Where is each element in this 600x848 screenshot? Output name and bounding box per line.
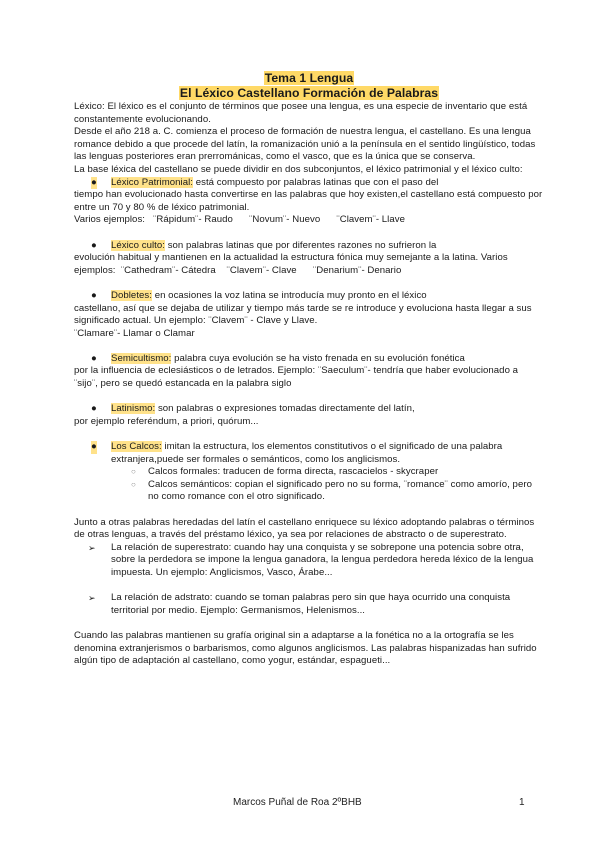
spacer [74,504,544,517]
intro-paragraph-2: Desde el año 218 a. C. comienza el proceso de formación de nuestra lengua, el castellano. Es una lengua romance debido a que procede del latín, la romanización unió a la península en el sentido lingüístico, todas las lenguas posteriores eran prerrománicas, como el vasco, que es la única que se conserva. [74,126,536,163]
bullet-label: Léxico Patrimonial: [111,176,194,188]
sub-item-calcos-formales [74,466,544,479]
intro-paragraph-3: La base léxica del castellano se puede dividir en dos subconjuntos, el léxico patrimonial y el léxico culto: [74,163,523,175]
circle-bullet-icon: ○ [131,467,136,477]
sub-item-text: Calcos formales: traducen de forma directa, rascacielos - skycraper [148,466,439,478]
bullet-continuation: por la influencia de eclesiásticos o de letrados. Ejemplo: ¨Saeculum¨- tendría que haber evolucionado a ¨sijo¨, pero se quedó estancada en la palabra siglo [74,365,519,390]
spacer [74,391,544,404]
bullet-icon: ● [91,176,97,188]
bullet-text: en ocasiones la voz latina se introducía muy pronto en el léxico [151,289,427,301]
bullet-label: Léxico culto: [111,239,165,251]
bullet-continuation: evolución habitual y mantienen en la actualidad la estructura fónica muy semejante a la latina. Varios ejemplos: ¨Cathedram¨- Cátedra ¨Clavem¨- Clave ¨Denarium¨- Denario [74,252,511,276]
arrow-item-text: La relación de superestrato: cuando hay una conquista y se sobrepone una potencia sobre otra, sobre la perdedora se impone la lengua ganadora, la lengua perdedora hereda léxico de la lengua impuesta. Un ejemplo: Anglicismos, Vasco, Árabe... [111,541,534,578]
bullet-icon: ● [91,403,97,415]
bullet-label: Latinismo: [111,403,156,415]
prestamo-paragraph: Junto a otras palabras heredadas del latín el castellano enriquece su léxico adoptando palabras o términos de otras lenguas, a través del préstamo léxico, ya sea por relaciones de abstracto o de superestrato. [74,516,535,541]
bullet-icon: ● [91,352,97,364]
bullet-icon: ● [91,289,97,301]
sub-item-text: Calcos semánticos: copian el significado pero no su forma, ¨romance¨ como amorío, pero no como romance con el otro significado. [148,478,532,503]
title-line-1: Tema 1 Lengua [264,71,354,85]
bullet-los-calcos [74,441,544,466]
document-title [74,71,544,101]
bullet-text: está compuesto por palabras latinas que con el paso del [193,176,439,188]
title-line-2: El Léxico Castellano Formación de Palabras [179,86,439,100]
bullet-continuation: castellano, así que se dejaba de utilizar y tiempo más tarde se re introduce y evoluciona hasta llegar a sus significado actual. Un ejemplo: ¨Clavem¨ - Clave y Llave. [74,302,532,327]
circle-bullet-icon: ○ [131,479,136,489]
arrow-bullet-icon: ➢ [88,542,96,553]
page-number: 1 [519,797,525,808]
spacer [74,277,544,290]
bullet-latinismo [74,403,544,416]
bullet-text: imitan la estructura, los elementos constitutivos o el significado de una palabra extranjera,puede ser formales o semánticos, como los anglicismos. [111,441,503,465]
arrow-bullet-icon: ➢ [88,593,96,604]
footer-author: Marcos Puñal de Roa 2ºBHB [233,797,362,808]
spacer [74,227,544,240]
arrow-item-adstrato [74,592,544,617]
spacer [74,340,544,353]
sub-item-calcos-semanticos [74,479,544,504]
bullet-text: son palabras o expresiones tomadas directamente del latín, [155,403,415,415]
bullet-continuation: tiempo han evolucionado hasta convertirse en las palabras que hoy existen,el castellano está compuesto por entre un 70 y 80 % de léxico patrimonial. [74,189,543,213]
examples-line: Varios ejemplos: ¨Rápidum¨- Raudo ¨Novum¨- Nuevo ¨Clavem¨- Llave [74,214,405,226]
bullet-semicultismo [74,353,544,366]
example-line: ¨Clamare¨- Llamar o Clamar [74,327,195,339]
bullet-text: palabra cuya evolución se ha visto frenada en su evolución fonética [171,352,465,364]
spacer [74,428,544,441]
bullet-icon: ● [91,441,97,453]
bullet-label: Los Calcos: [111,441,162,453]
bullet-lexico-patrimonial [74,177,544,190]
bullet-label: Dobletes: [111,289,152,301]
bullet-dobletes [74,290,544,303]
bullet-continuation: por ejemplo referéndum, a priori, quórum... [74,415,259,427]
bullet-lexico-culto [74,240,544,253]
bullet-icon: ● [91,239,97,251]
arrow-item-text: La relación de adstrato: cuando se toman palabras pero sin que haya ocurrido una conquista territorial por medio. Ejemplo: Germanismos, Helenismos... [111,592,511,616]
spacer [74,580,544,593]
bullet-label: Semicultismo: [111,352,172,364]
spacer [74,617,544,630]
intro-paragraph-1: Léxico: El léxico es el conjunto de términos que posee una lengua, es una especie de inventario que está constantemente evolucionando. [74,101,528,125]
arrow-item-superestrato [74,542,544,580]
document-body [74,71,544,668]
closing-paragraph: Cuando las palabras mantienen su grafía original sin a adaptarse a la fonética no a la ortografía se les denomina extranjerismos o barbarismos, como algunos anglicismos. Las palabras hispanizadas han sufrido algún tipo de adaptación al castellano, como yogur, estándar, espagueti... [74,629,537,667]
bullet-text: son palabras latinas que por diferentes razones no sufrieron la [164,239,437,251]
